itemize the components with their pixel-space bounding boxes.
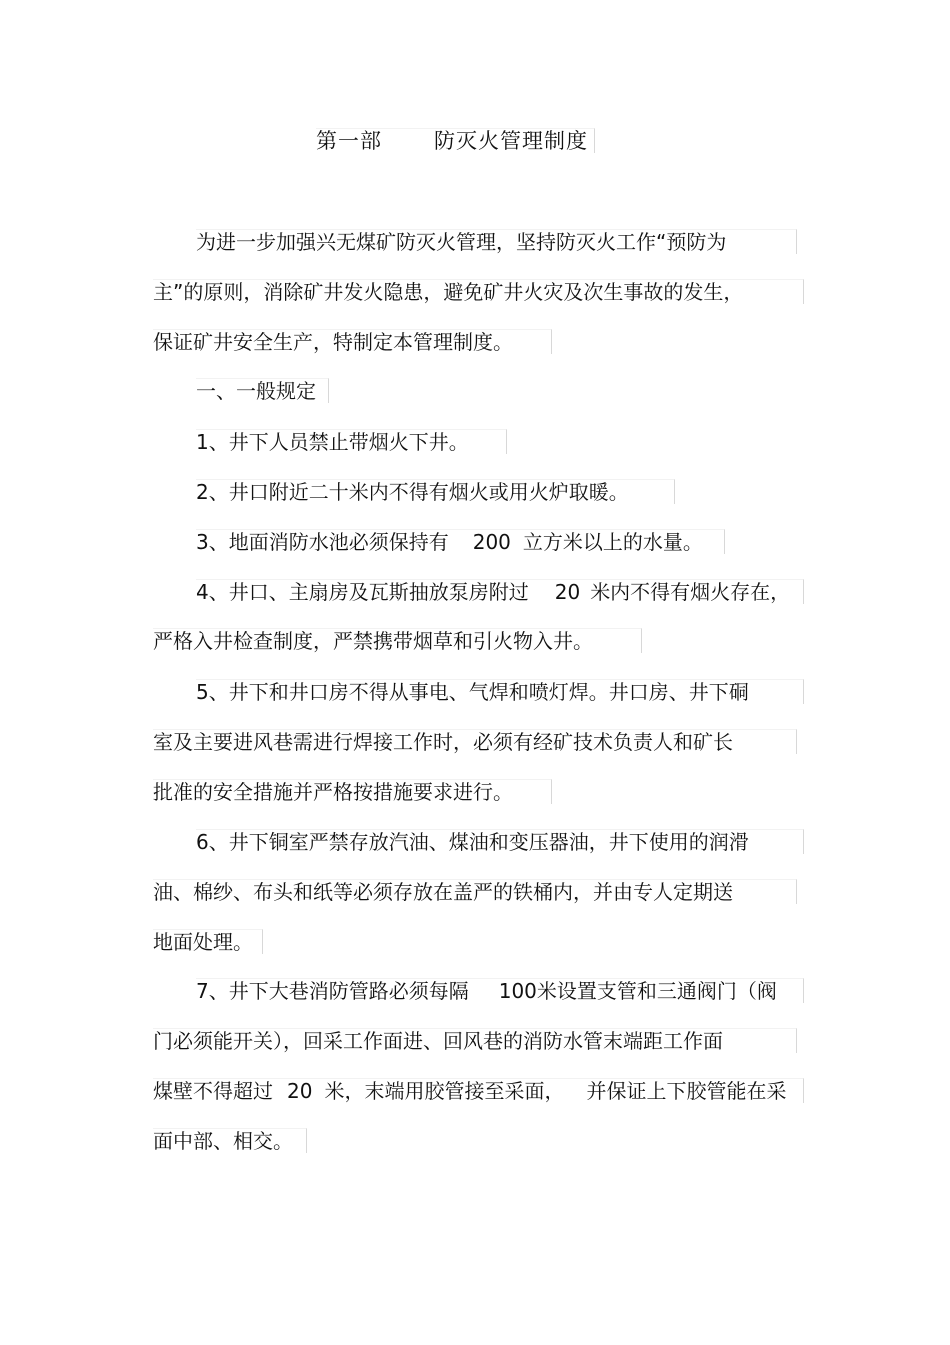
rule-4-line-1: 4、井口、主扇房及瓦斯抽放泵房附过 20 米内不得有烟火存在， bbox=[196, 579, 804, 604]
rule-7-interval: 100 bbox=[498, 979, 537, 1003]
rule-7-line-1: 7、井下大巷消防管路必须每隔 100米设置支管和三通阀门（阀 bbox=[196, 978, 804, 1003]
rule-1: 1、井下人员禁止带烟火下井。 bbox=[196, 429, 507, 454]
rule-7-line-3: 煤壁不得超过 20 米，末端用胶管接至采面， 并保证上下胶管能在采 bbox=[153, 1078, 804, 1103]
rule-2: 2、井口附近二十米内不得有烟火或用火炉取暖。 bbox=[196, 479, 675, 504]
rule-7-line-2: 门必须能开关），回采工作面进、回风巷的消防水管末端距工作面 bbox=[153, 1028, 797, 1053]
intro-line-2: 主”的原则，消除矿井发火隐患，避免矿井火灾及次生事故的发生， bbox=[153, 279, 804, 304]
rule-5-line-2: 室及主要进风巷需进行焊接工作时，必须有经矿技术负责人和矿长 bbox=[153, 729, 797, 754]
rule-4-distance: 20 bbox=[554, 580, 581, 604]
page-title bbox=[316, 128, 595, 153]
rule-6-line-1: 6、井下铜室严禁存放汽油、煤油和变压器油，井下使用的润滑 bbox=[196, 829, 804, 854]
rule-6-line-3: 地面处理。 bbox=[153, 929, 263, 954]
rule-3-amount: 200 bbox=[472, 530, 511, 554]
rule-7-distance: 20 bbox=[287, 1079, 313, 1103]
rule-3: 3、地面消防水池必须保持有 200 立方米以上的水量。 bbox=[196, 529, 725, 554]
rule-4-line-2: 严格入井检查制度，严禁携带烟草和引火物入井。 bbox=[153, 628, 642, 653]
rule-6-line-2: 油、棉纱、布头和纸等必须存放在盖严的铁桶内，并由专人定期送 bbox=[153, 879, 797, 904]
rule-5-line-3: 批准的安全措施并严格按措施要求进行。 bbox=[153, 779, 552, 804]
intro-line-1: 为进一步加强兴无煤矿防灭火管理，坚持防灭火工作“预防为 bbox=[196, 229, 797, 254]
rule-5-line-1: 5、井下和井口房不得从事电、气焊和喷灯焊。井口房、井下硐 bbox=[196, 679, 804, 704]
intro-line-3: 保证矿井安全生产，特制定本管理制度。 bbox=[153, 329, 552, 354]
rule-7-line-4: 面中部、相交。 bbox=[153, 1128, 307, 1153]
title-name: 防灭火管理制度 bbox=[434, 129, 588, 153]
title-part: 第一部 bbox=[316, 129, 382, 153]
section-heading: 一、一般规定 bbox=[196, 378, 329, 403]
